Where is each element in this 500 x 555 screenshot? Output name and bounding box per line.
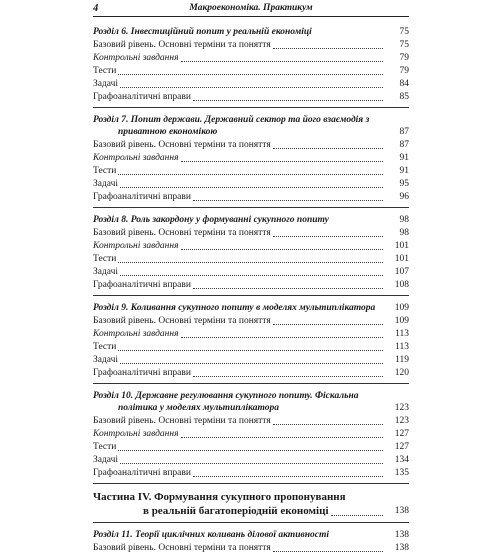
page-ref: 79	[399, 53, 409, 63]
page-ref: 79	[399, 66, 409, 76]
entry-title: Задачі	[93, 455, 119, 465]
toc-section	[93, 214, 409, 296]
page-ref: 91	[399, 153, 409, 163]
toc-entry[interactable]	[93, 315, 409, 327]
title-line: Розділ 11. Теорії циклічних коливань ділової активності	[93, 530, 329, 540]
page-ref: 98	[399, 215, 409, 225]
dot-leader	[118, 74, 383, 75]
page-ref: 87	[399, 127, 409, 137]
entry-title: Базовий рівень. Основні терміни та поняття	[93, 416, 271, 426]
running-title: Макроекономіка. Практикум	[189, 3, 313, 13]
table-of-contents	[93, 26, 409, 555]
page-ref: 138	[394, 543, 409, 553]
toc-entry[interactable]	[93, 467, 409, 479]
title-line: Розділ 10. Державне регулювання сукупного попиту. Фіскальна	[93, 391, 359, 401]
page-ref: 84	[399, 79, 409, 89]
entry-title: Базовий рівень. Основні терміни та поняття	[93, 40, 271, 50]
toc-section	[93, 529, 409, 554]
title-line: політика у моделях мультиплікатора	[118, 403, 279, 413]
page-ref: 134	[394, 455, 409, 465]
toc-entry[interactable]	[93, 367, 409, 379]
page-ref: 98	[399, 228, 409, 238]
page-ref: 85	[399, 92, 409, 102]
toc-entry[interactable]	[93, 152, 409, 164]
entry-title: Базовий рівень. Основні терміни та поняття	[93, 543, 271, 553]
page-ref: 123	[394, 403, 409, 413]
entry-title: Задачі	[93, 179, 119, 189]
section-title[interactable]	[93, 390, 409, 414]
page-ref: 109	[394, 316, 409, 326]
dot-leader	[331, 515, 384, 516]
entry-title: Тести	[93, 254, 117, 264]
page-ref: 113	[395, 329, 409, 339]
entry-title: Тести	[93, 442, 117, 452]
toc-entry[interactable]	[93, 428, 409, 440]
page-header	[93, 2, 409, 17]
entry-title: Задачі	[93, 267, 119, 277]
dot-leader	[193, 288, 383, 289]
toc-entry[interactable]	[93, 65, 409, 77]
dot-leader	[193, 100, 383, 101]
dot-leader	[118, 262, 383, 263]
dot-leader	[120, 463, 383, 464]
page-ref: 113	[395, 342, 409, 352]
title-line: в реальній багатоперіодній економіці	[143, 505, 329, 517]
page-ref: 101	[394, 254, 409, 264]
page-ref: 138	[394, 506, 409, 516]
section-divider	[93, 295, 409, 296]
toc-section	[93, 114, 409, 208]
page-ref: 96	[399, 192, 409, 202]
entry-title: Базовий рівень. Основні терміни та поняття	[93, 140, 271, 150]
toc-entry[interactable]	[93, 78, 409, 90]
page-ref: 109	[394, 303, 409, 313]
toc-entry[interactable]	[93, 454, 409, 466]
page-ref: 75	[399, 27, 409, 37]
entry-title: Графоаналітичні вправи	[93, 280, 191, 290]
section-divider	[93, 207, 409, 208]
dot-leader	[118, 450, 383, 451]
toc-entry[interactable]	[93, 253, 409, 265]
dot-leader	[273, 236, 383, 237]
entry-title: Контрольні завдання	[93, 429, 179, 439]
section-divider	[93, 522, 409, 523]
title-line: Розділ 7. Попит держави. Державний сектор та його взаємодія з	[93, 115, 370, 125]
title-line: Розділ 8. Роль закордону у формуванні сукупного попиту	[93, 215, 329, 225]
entry-title: Графоаналітичні вправи	[93, 192, 191, 202]
toc-entry[interactable]	[93, 240, 409, 252]
dot-leader	[273, 48, 383, 49]
toc-entry[interactable]	[93, 191, 409, 203]
toc-entry[interactable]	[93, 91, 409, 103]
entry-title: Тести	[93, 166, 117, 176]
toc-entry[interactable]	[93, 341, 409, 353]
page-ref: 127	[394, 442, 409, 452]
entry-title: Графоаналітичні вправи	[93, 468, 191, 478]
toc-entry[interactable]	[93, 52, 409, 64]
toc-section	[93, 390, 409, 484]
page-number: 4	[93, 3, 99, 14]
dot-leader	[120, 363, 383, 364]
entry-title: Контрольні завдання	[93, 241, 179, 251]
dot-leader	[118, 350, 383, 351]
page-ref: 127	[394, 429, 409, 439]
toc-entry[interactable]	[93, 441, 409, 453]
entry-title: Базовий рівень. Основні терміни та поняття	[93, 316, 271, 326]
dot-leader	[120, 87, 383, 88]
section-divider	[93, 483, 409, 484]
entry-title: Контрольні завдання	[93, 53, 179, 63]
entry-title: Задачі	[93, 355, 119, 365]
dot-leader	[181, 61, 383, 62]
dot-leader	[181, 161, 383, 162]
section-title[interactable]	[93, 26, 409, 38]
page-ref: 119	[395, 355, 409, 365]
page-ref: 120	[394, 368, 409, 378]
entry-title: Тести	[93, 66, 117, 76]
dot-leader	[181, 249, 383, 250]
entry-title: Тести	[93, 342, 117, 352]
toc-entry[interactable]	[93, 354, 409, 366]
dot-leader	[118, 174, 383, 175]
toc-entry[interactable]	[93, 227, 409, 239]
toc-section	[93, 26, 409, 108]
title-line: Розділ 6. Інвестиційний попит у реальній економіці	[93, 27, 312, 37]
title-line: Частина IV. Формування сукупного пропонування	[93, 491, 346, 503]
section-title[interactable]	[93, 302, 409, 314]
page-ref: 107	[394, 267, 409, 277]
section-divider	[93, 383, 409, 384]
dot-leader	[181, 437, 383, 438]
dot-leader	[193, 200, 383, 201]
entry-title: Графоаналітичні вправи	[93, 92, 191, 102]
dot-leader	[273, 551, 383, 552]
entry-title: Задачі	[93, 79, 119, 89]
page-ref: 101	[394, 241, 409, 251]
section-title[interactable]	[93, 214, 409, 226]
toc-section	[93, 302, 409, 384]
page-ref: 95	[399, 179, 409, 189]
dot-leader	[273, 148, 383, 149]
page-ref: 91	[399, 166, 409, 176]
entry-title: Графоаналітичні вправи	[93, 368, 191, 378]
dot-leader	[273, 324, 383, 325]
toc-entry[interactable]	[93, 542, 409, 554]
section-title[interactable]	[93, 529, 409, 541]
page-ref: 135	[394, 468, 409, 478]
toc-entry[interactable]	[93, 266, 409, 278]
dot-leader	[181, 337, 383, 338]
entry-title: Контрольні завдання	[93, 329, 179, 339]
toc-entry[interactable]	[93, 39, 409, 51]
dot-leader	[193, 476, 383, 477]
title-line: приватною економікою	[118, 127, 218, 137]
dot-leader	[193, 376, 383, 377]
page-ref: 75	[399, 40, 409, 50]
page-ref: 123	[394, 416, 409, 426]
dot-leader	[273, 424, 383, 425]
section-title[interactable]	[93, 114, 409, 138]
dot-leader	[120, 187, 383, 188]
toc-entry[interactable]	[93, 415, 409, 427]
toc-entry[interactable]	[93, 178, 409, 190]
part-title[interactable]	[93, 490, 409, 518]
header-rule	[93, 16, 409, 17]
toc-entry[interactable]	[93, 165, 409, 177]
toc-entry[interactable]	[93, 279, 409, 291]
toc-entry[interactable]	[93, 139, 409, 151]
entry-title: Базовий рівень. Основні терміни та поняття	[93, 228, 271, 238]
dot-leader	[120, 275, 383, 276]
page-ref: 138	[394, 530, 409, 540]
entry-title: Контрольні завдання	[93, 153, 179, 163]
page-ref: 108	[394, 280, 409, 290]
toc-entry[interactable]	[93, 328, 409, 340]
page-ref: 87	[399, 140, 409, 150]
title-line: Розділ 9. Коливання сукупного попиту в моделях мультиплікатора	[93, 303, 376, 313]
section-divider	[93, 107, 409, 108]
